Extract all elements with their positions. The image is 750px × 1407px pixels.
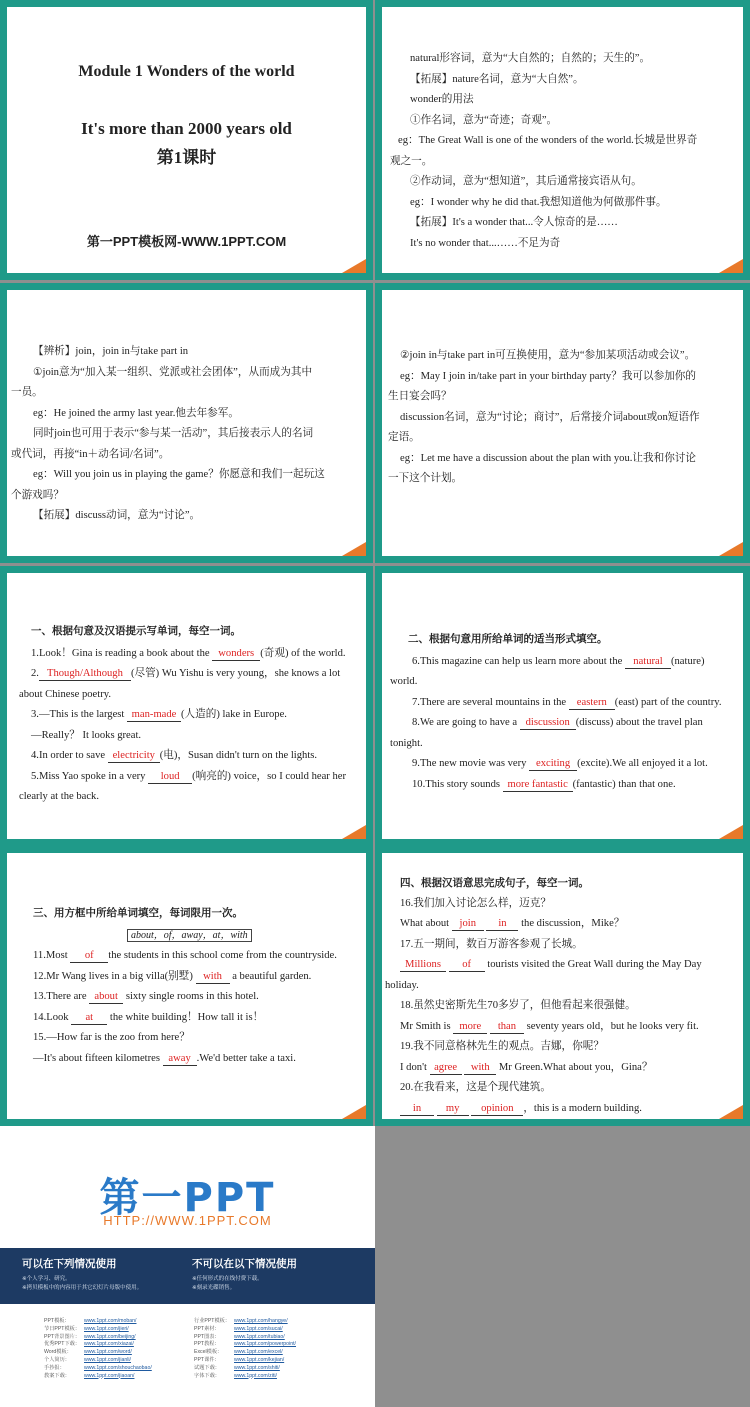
answer-blank: loud bbox=[148, 770, 192, 784]
link-row[interactable]: Word模板： www.1ppt.com/word/ bbox=[44, 1349, 132, 1356]
note-line: ①join意为“加入某一组织、党派或社会团体”，从而成为其中 bbox=[33, 366, 313, 378]
answer-blank: wonders bbox=[212, 647, 260, 661]
can-use-item: ※个人学习、研究。 bbox=[22, 1276, 71, 1282]
slide-exercise-2[interactable] bbox=[375, 566, 750, 846]
corner-decoration bbox=[342, 542, 366, 556]
question-6-cont: world. bbox=[390, 676, 418, 687]
slide-wonder-notes[interactable] bbox=[375, 0, 750, 280]
question-2: 2. Though/Although (尽管) Wu Yishu is very young，she knows a lot bbox=[31, 668, 341, 679]
question-16-cn: 16.我们加入讨论怎么样，迈克？ bbox=[400, 897, 551, 909]
note-line: 或代词，再接“in＋动名词/名词”。 bbox=[11, 448, 170, 460]
question-19: I don't agree with Mr Green.What about you，Gina？ bbox=[400, 1061, 653, 1073]
module-title: Module 1 Wonders of the world bbox=[78, 63, 295, 80]
answer-blank: opinion bbox=[471, 1102, 523, 1116]
question-8-cont: tonight. bbox=[390, 737, 423, 749]
note-line: eg：May I join in/take part in your birthday party？我可以参加你的 bbox=[400, 370, 696, 382]
corner-decoration bbox=[719, 1105, 743, 1119]
word-box: about，of，away，at，with bbox=[127, 929, 252, 942]
slide-exercise-1[interactable] bbox=[0, 566, 373, 846]
cannot-use-item: ※刻录光碟销售。 bbox=[192, 1285, 236, 1291]
answer-blank: join bbox=[452, 917, 484, 931]
answer-blank: at bbox=[71, 1011, 107, 1025]
question-16: What about join in the discussion，Mike？ bbox=[400, 918, 625, 929]
link-row[interactable]: 个人简历： www.1ppt.com/jianli/ bbox=[44, 1356, 131, 1363]
slide-content bbox=[382, 573, 743, 839]
question-5: 5.Miss Yao spoke in a very loud (响亮的) voice，so I could hear her bbox=[31, 770, 346, 782]
slide-exercise-3[interactable] bbox=[0, 846, 373, 1126]
link-row[interactable]: 手抄报： www.1ppt.com/shouchaobao/ bbox=[44, 1364, 152, 1371]
answer-blank: with bbox=[196, 970, 230, 984]
question-15-cont: —It's about fifteen kilometres away .We'd better take a taxi. bbox=[33, 1052, 296, 1064]
slide-content bbox=[7, 853, 366, 1119]
slide-content bbox=[382, 290, 743, 556]
question-20-cn: 20.在我看来，这是个现代建筑。 bbox=[400, 1082, 551, 1093]
answer-blank: exciting bbox=[529, 757, 577, 771]
link-row[interactable]: 字体下载： www.1ppt.com/ziti/ bbox=[194, 1372, 277, 1379]
lesson-title: It's more than 2000 years old bbox=[81, 119, 292, 138]
link-row[interactable]: 教案下载： www.1ppt.com/jiaoan/ bbox=[44, 1372, 135, 1379]
slide-content bbox=[382, 853, 743, 1119]
brand-logo: 第一PPT bbox=[99, 1175, 276, 1221]
answer-blank: agree bbox=[430, 1061, 462, 1075]
answer-blank: natural bbox=[625, 655, 671, 669]
note-line: 观之一。 bbox=[390, 155, 433, 167]
question-18: Mr Smith is more than seventy years old，but he looks very fit. bbox=[400, 1020, 699, 1032]
corner-decoration bbox=[342, 1105, 366, 1119]
question-7: 7.There are several mountains in the eastern (east) part of the country. bbox=[412, 696, 722, 708]
cannot-use-title: 不可以在以下情况使用 bbox=[192, 1258, 297, 1270]
answer-blank: my bbox=[437, 1102, 469, 1116]
slide-content bbox=[382, 7, 743, 273]
question-12: 12.Mr Wang lives in a big villa(别墅) with a beautiful garden. bbox=[33, 970, 312, 982]
note-line: natural形容词，意为“大自然的；自然的；天生的”。 bbox=[410, 53, 651, 64]
corner-decoration bbox=[719, 259, 743, 273]
brand-url: HTTP://WWW.1PPT.COM bbox=[103, 1213, 272, 1228]
question-14: 14.Look at the white building！How tall it is！ bbox=[33, 1011, 264, 1023]
slide-exercise-4[interactable] bbox=[375, 846, 750, 1126]
note-line: 【拓展】discuss动词，意为“讨论”。 bbox=[33, 510, 201, 521]
link-row[interactable]: 优秀PPT下载： www.1ppt.com/xiazai/ bbox=[44, 1341, 134, 1348]
link-row[interactable]: PPT素材： www.1ppt.com/sucai/ bbox=[194, 1325, 283, 1332]
question-8: 8.We are going to have a discussion (discuss) about the travel plan bbox=[412, 717, 703, 728]
note-line: eg：Let me have a discussion about the plan with you.让我和你讨论 bbox=[400, 452, 696, 464]
link-row[interactable]: 试题下载： www.1ppt.com/shiti/ bbox=[194, 1364, 280, 1371]
cannot-use-item: ※任何形式的在线付费下载。 bbox=[192, 1276, 263, 1282]
corner-decoration bbox=[342, 259, 366, 273]
question-10: 10.This story sounds more fantastic (fantastic) than that one. bbox=[412, 778, 676, 790]
question-19-cn: 19.我不同意格林先生的观点。吉娜，你呢？ bbox=[400, 1041, 604, 1052]
slide-content bbox=[7, 290, 366, 556]
note-line: 【辨析】join，join in与take part in bbox=[33, 346, 189, 357]
question-2-cont: about Chinese poetry. bbox=[19, 688, 111, 700]
note-line: eg：I wonder why he did that.我想知道他为何做那件事。 bbox=[410, 196, 667, 208]
note-line: discussion名词，意为“讨论；商讨”，后常接介词about或on短语作 bbox=[400, 411, 700, 423]
corner-decoration bbox=[719, 825, 743, 839]
link-row[interactable]: PPT图表： www.1ppt.com/tubiao/ bbox=[194, 1333, 285, 1340]
note-line: ②join in与take part in可互换使用，意为“参加某项活动或会议”。 bbox=[400, 350, 696, 361]
note-line: ②作动词，意为“想知道”，其后通常接宾语从句。 bbox=[410, 176, 642, 187]
question-9: 9.The new movie was very exciting (excite).We all enjoyed it a lot. bbox=[412, 758, 708, 769]
note-line: eg：The Great Wall is one of the wonders of the world.长城是世界奇 bbox=[398, 135, 698, 146]
answer-blank: about bbox=[89, 990, 123, 1004]
question-5-cont: clearly at the back. bbox=[19, 791, 99, 802]
usage-band bbox=[0, 1248, 375, 1304]
question-11: 11.Most of the students in this school come from the countryside. bbox=[33, 950, 337, 961]
question-3-cont: —Really？ It looks great. bbox=[31, 729, 142, 741]
link-row[interactable]: PPT教程： www.1ppt.com/powerpoint/ bbox=[194, 1341, 296, 1348]
question-20: in my opinion ，this is a modern building. bbox=[385, 1099, 743, 1120]
question-1: 1.Look！Gina is reading a book about the wonders (奇观) of the world. bbox=[31, 647, 346, 659]
question-13: 13.There are about sixty single rooms in this hotel. bbox=[33, 991, 259, 1002]
question-4: 4.In order to save electricity (电)，Susan didn't turn on the lights. bbox=[31, 750, 318, 761]
answer-blank: of bbox=[70, 949, 108, 963]
slide-content bbox=[7, 573, 366, 839]
corner-decoration bbox=[719, 542, 743, 556]
slide-join-notes[interactable] bbox=[0, 283, 373, 563]
question-17-cont: holiday. bbox=[385, 979, 419, 991]
note-line: 一下这个计划。 bbox=[388, 473, 463, 484]
link-row[interactable]: Excel模板： www.1ppt.com/excel/ bbox=[194, 1349, 283, 1356]
can-use-item: ※拷贝模板中的内容用于其它幻灯片母版中使用。 bbox=[22, 1285, 143, 1291]
note-line: It's no wonder that...……不足为奇 bbox=[410, 237, 561, 249]
answer-blank: in bbox=[486, 917, 518, 931]
answer-blank: than bbox=[490, 1020, 524, 1034]
link-row[interactable]: PPT课件： www.1ppt.com/kejian/ bbox=[194, 1356, 285, 1363]
promo-slide[interactable] bbox=[0, 1126, 375, 1407]
question-18-cn: 18.虽然史密斯先生70多岁了，但他看起来很强健。 bbox=[400, 1000, 636, 1011]
link-row[interactable]: 节日PPT模板： www.1ppt.com/jieri/ bbox=[44, 1325, 129, 1332]
question-17: Millions of tourists visited the Great Wall during the May Day bbox=[385, 955, 743, 976]
note-line: 【拓展】It's a wonder that...令人惊奇的是…… bbox=[410, 217, 618, 228]
note-line: 同时join也可用于表示“参与某一活动”，其后接表示人的名词 bbox=[33, 428, 314, 439]
note-line: 定语。 bbox=[388, 432, 420, 443]
can-use-title: 可以在下列情况使用 bbox=[22, 1258, 117, 1270]
slide-title[interactable] bbox=[0, 0, 373, 280]
note-line: wonder的用法 bbox=[410, 94, 474, 105]
exercise-heading: 一、根据句意及汉语提示写单词，每空一词。 bbox=[31, 625, 241, 637]
link-row[interactable]: PPT背景图片： www.1ppt.com/beijing/ bbox=[44, 1333, 136, 1340]
link-list-left bbox=[44, 1318, 152, 1380]
note-line: 一员。 bbox=[11, 387, 43, 398]
answer-blank: in bbox=[400, 1102, 434, 1116]
exercise-heading: 三、用方框中所给单词填空，每词限用一次。 bbox=[33, 907, 243, 919]
answer-blank: electricity bbox=[108, 749, 160, 763]
answer-blank: more bbox=[453, 1020, 487, 1034]
answer-blank: eastern bbox=[569, 696, 615, 710]
question-6: 6.This magazine can help us learn more about the natural (nature) bbox=[412, 655, 705, 667]
slide-discussion-notes[interactable] bbox=[375, 283, 750, 563]
link-list-right bbox=[194, 1318, 296, 1380]
note-line: 个游戏吗？ bbox=[11, 489, 64, 501]
answer-blank: discussion bbox=[520, 716, 576, 730]
answer-blank: of bbox=[449, 958, 485, 972]
note-line: 【拓展】nature名词，意为“大自然”。 bbox=[410, 73, 584, 85]
exercise-heading: 四、根据汉语意思完成句子，每空一词。 bbox=[400, 877, 589, 889]
answer-blank: more fantastic bbox=[503, 778, 573, 792]
exercise-heading: 二、根据句意用所给单词的适当形式填空。 bbox=[408, 633, 608, 645]
link-row[interactable]: PPT模板： www.1ppt.com/moban/ bbox=[44, 1318, 137, 1324]
note-line: eg：He joined the army last year.他去年参军。 bbox=[33, 407, 239, 419]
question-3: 3.—This is the largest man-made (人造的) lake in Europe. bbox=[31, 709, 287, 720]
note-line: 生日宴会吗？ bbox=[388, 391, 452, 402]
answer-blank: Millions bbox=[400, 958, 446, 972]
link-row[interactable]: 行业PPT模板： www.1ppt.com/hangye/ bbox=[194, 1318, 288, 1324]
answer-blank: Though/Although bbox=[39, 667, 131, 681]
answer-blank: man-made bbox=[127, 708, 181, 722]
question-15: 15.—How far is the zoo from here？ bbox=[33, 1032, 190, 1043]
corner-decoration bbox=[342, 825, 366, 839]
site-label: 第一PPT模板网-WWW.1PPT.COM bbox=[86, 234, 287, 249]
slide-content bbox=[7, 7, 366, 273]
answer-blank: away bbox=[163, 1052, 197, 1066]
note-line: ①作名词，意为“奇迹；奇观”。 bbox=[410, 114, 558, 126]
answer-blank: with bbox=[464, 1061, 496, 1075]
question-17-cn: 17.五一期间，数百万游客参观了长城。 bbox=[400, 938, 583, 950]
note-line: eg：Will you join us in playing the game？你愿意和我们一起玩这 bbox=[33, 469, 325, 480]
period-title: 第1课时 bbox=[156, 148, 217, 167]
